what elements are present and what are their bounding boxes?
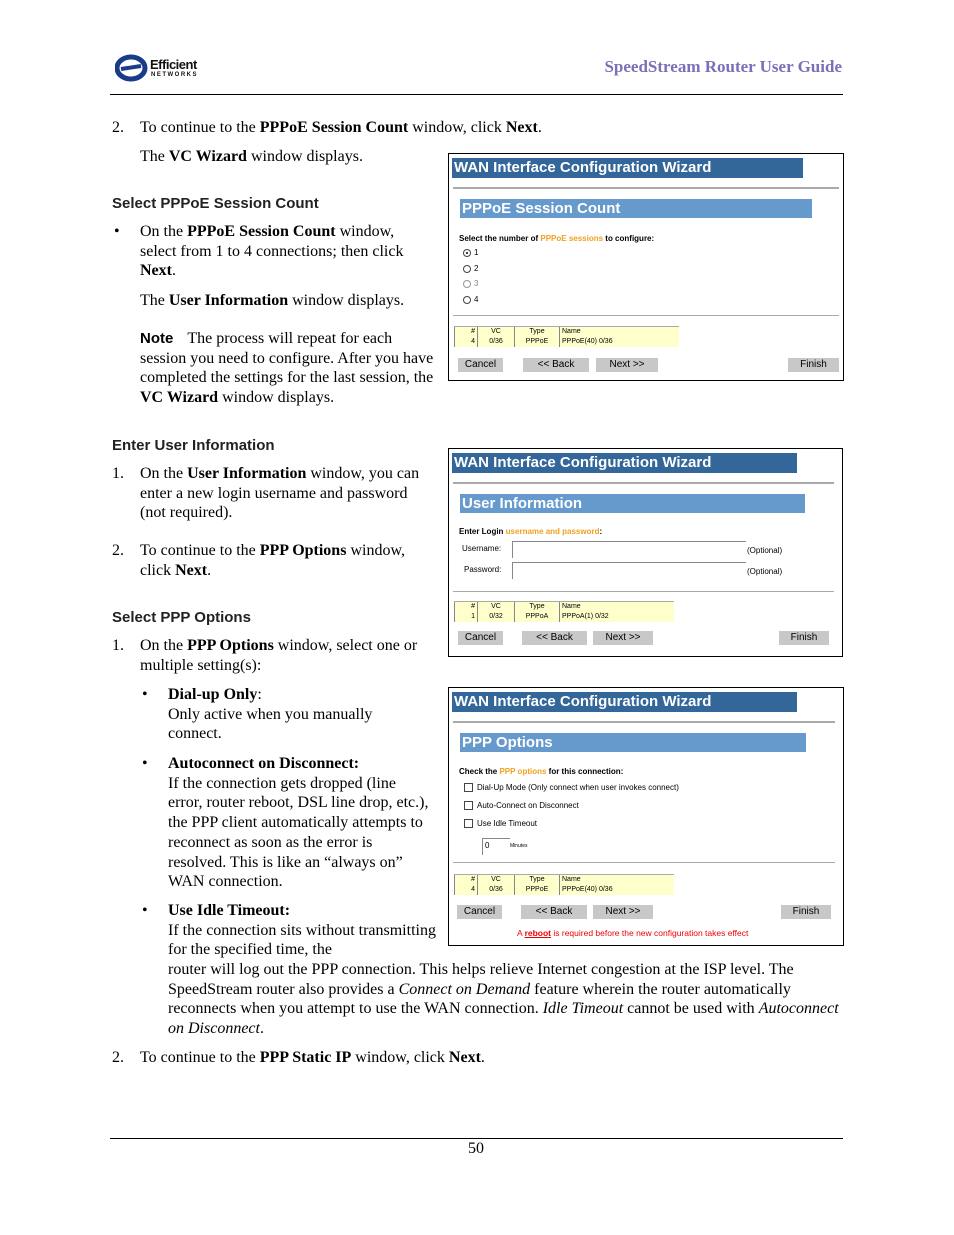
wizard-screenshot-pppoe-session-count [448,153,844,381]
step-number: 1. [112,465,124,482]
radio-option-1[interactable]: 1 [463,248,478,257]
table-row: 4 0/36 PPPoE PPPoE(40) 0/36 [455,337,680,347]
checkbox[interactable] [464,819,473,828]
back-button[interactable]: << Back [523,358,589,372]
username-input[interactable] [512,541,746,558]
cancel-button[interactable]: Cancel [457,905,502,919]
idle-timeout-checkbox[interactable]: Use Idle Timeout [464,819,537,828]
dialup-only-item: Dial-up Only: Only active when you manually connect. [168,686,373,743]
checkbox[interactable] [464,801,473,810]
continue-static-ip: To continue to the PPP Static IP window, click Next. [140,1049,485,1066]
note-label: Note [140,330,174,347]
continue-ppp-options: To continue to the PPP Options window, click Next. [140,542,405,579]
divider [453,721,835,723]
idle-timeout-item: Use Idle Timeout: If the connection sits without transmitting for the specified time, the [168,902,436,959]
back-button[interactable]: << Back [522,631,587,645]
idle-timeout-continued: router will log out the PPP connection. This helps relieve Internet congestion at the ISP level. The SpeedStream router also provides a Connect on Demand feature wherein the router automatically reconnects when you attempt to use the WAN connection. Idle Timeout cannot be used with Autoconnect on Disconnect. [168,961,839,1038]
vc-table [454,601,674,622]
section-heading-pppoe: Select PPPoE Session Count [112,195,319,212]
radio-button[interactable] [463,296,471,304]
next-button[interactable]: Next >> [596,358,658,372]
table-header-row: # VC Type Name [455,875,675,886]
note-paragraph: Note The process will repeat for each session you need to configure. After you have completed the settings for the last session, the VC Wizard window displays. [140,330,434,407]
pppoe-count-instruction: On the PPPoE Session Count window, select from 1 to 4 connections; then click Next. [140,223,404,280]
wizard-subtitle: User Information [460,494,805,513]
table-header-row: # VC Type Name [455,602,675,613]
step-number: 2. [112,119,124,136]
divider [453,315,839,316]
user-info-instruction: On the User Information window, you can enter a new login username and password (not required). [140,465,420,522]
step-continue-pppoe: To continue to the PPPoE Session Count window, click Next. [140,119,542,136]
vc-table [454,326,679,347]
step-number: 1. [112,637,124,654]
cancel-button[interactable]: Cancel [458,358,503,372]
logo-swoosh-icon [115,54,151,82]
divider [453,591,834,592]
table-header-row: # VC Type Name [455,327,680,338]
options-prompt: Check the PPP options for this connection: [459,767,624,776]
logo-subtext: NETWORKS [151,72,198,78]
radio-button[interactable] [463,280,471,288]
wizard-title: WAN Interface Configuration Wizard [452,453,797,473]
session-prompt: Select the number of PPPoE sessions to configure: [459,234,655,243]
wizard-screenshot-ppp-options [448,687,844,946]
username-label: Username: [462,544,502,553]
step-number: 2. [112,1049,124,1066]
table-row: 4 0/36 PPPoE PPPoE(40) 0/36 [455,885,675,895]
radio-button[interactable] [463,249,471,257]
radio-option-4[interactable]: 4 [463,295,478,304]
password-input[interactable] [512,562,746,579]
username-optional: (Optional) [747,546,783,555]
dialup-mode-checkbox[interactable]: Dial-Up Mode (Only connect when user invokes connect) [464,783,679,792]
vc-table [454,874,674,895]
efficient-networks-logo [115,54,210,82]
radio-button[interactable] [463,265,471,273]
password-label: Password: [464,565,502,574]
section-heading-ppp-options: Select PPP Options [112,609,251,626]
finish-button[interactable]: Finish [779,631,829,645]
bullet: • [114,223,120,240]
logo-text: Efficient [150,57,197,72]
step-number: 2. [112,542,124,559]
timeout-input[interactable]: 0 [482,838,510,855]
footer-rule [110,1138,843,1139]
divider [453,482,834,484]
user-info-displays: The User Information window displays. [140,292,405,309]
wizard-title: WAN Interface Configuration Wizard [452,158,803,178]
timeout-unit: Minutes [510,843,528,849]
reboot-link[interactable]: reboot [524,928,552,938]
header-rule [110,94,843,95]
finish-button[interactable]: Finish [781,905,831,919]
divider [453,187,839,189]
back-button[interactable]: << Back [521,905,587,919]
bullet: • [142,902,148,919]
wizard-screenshot-user-information [448,448,843,657]
bullet: • [142,686,148,703]
divider [453,862,835,863]
wizard-subtitle: PPPoE Session Count [460,199,812,218]
ppp-options-instruction: On the PPP Options window, select one or multiple setting(s): [140,637,418,674]
page-number: 50 [468,1140,484,1157]
bullet: • [142,755,148,772]
section-heading-user-info: Enter User Information [112,437,275,454]
radio-option-3[interactable]: 3 [463,279,478,288]
next-button[interactable]: Next >> [593,631,653,645]
next-button[interactable]: Next >> [593,905,653,919]
password-optional: (Optional) [747,567,783,576]
auto-connect-checkbox[interactable]: Auto-Connect on Disconnect [464,801,579,810]
finish-button[interactable]: Finish [788,358,839,372]
login-prompt: Enter Login username and password: [459,527,603,536]
vc-wizard-displays: The VC Wizard window displays. [140,148,363,165]
reboot-notice: A reboot is required before the new configuration takes effect [517,928,749,938]
radio-option-2[interactable]: 2 [463,264,478,273]
wizard-subtitle: PPP Options [460,733,806,752]
guide-title: SpeedStream Router User Guide [604,57,842,76]
cancel-button[interactable]: Cancel [458,631,503,645]
autoconnect-item: Autoconnect on Disconnect: If the connection gets dropped (line error, router reboot, DSL line drop, etc.), the PPP client automatically attempts to reconnect as soon as the error is resolved. This is like an “always on” WAN connection. [168,755,429,891]
table-row: 1 0/32 PPPoA PPPoA(1) 0/32 [455,612,675,622]
checkbox[interactable] [464,783,473,792]
wizard-title: WAN Interface Configuration Wizard [452,692,797,712]
